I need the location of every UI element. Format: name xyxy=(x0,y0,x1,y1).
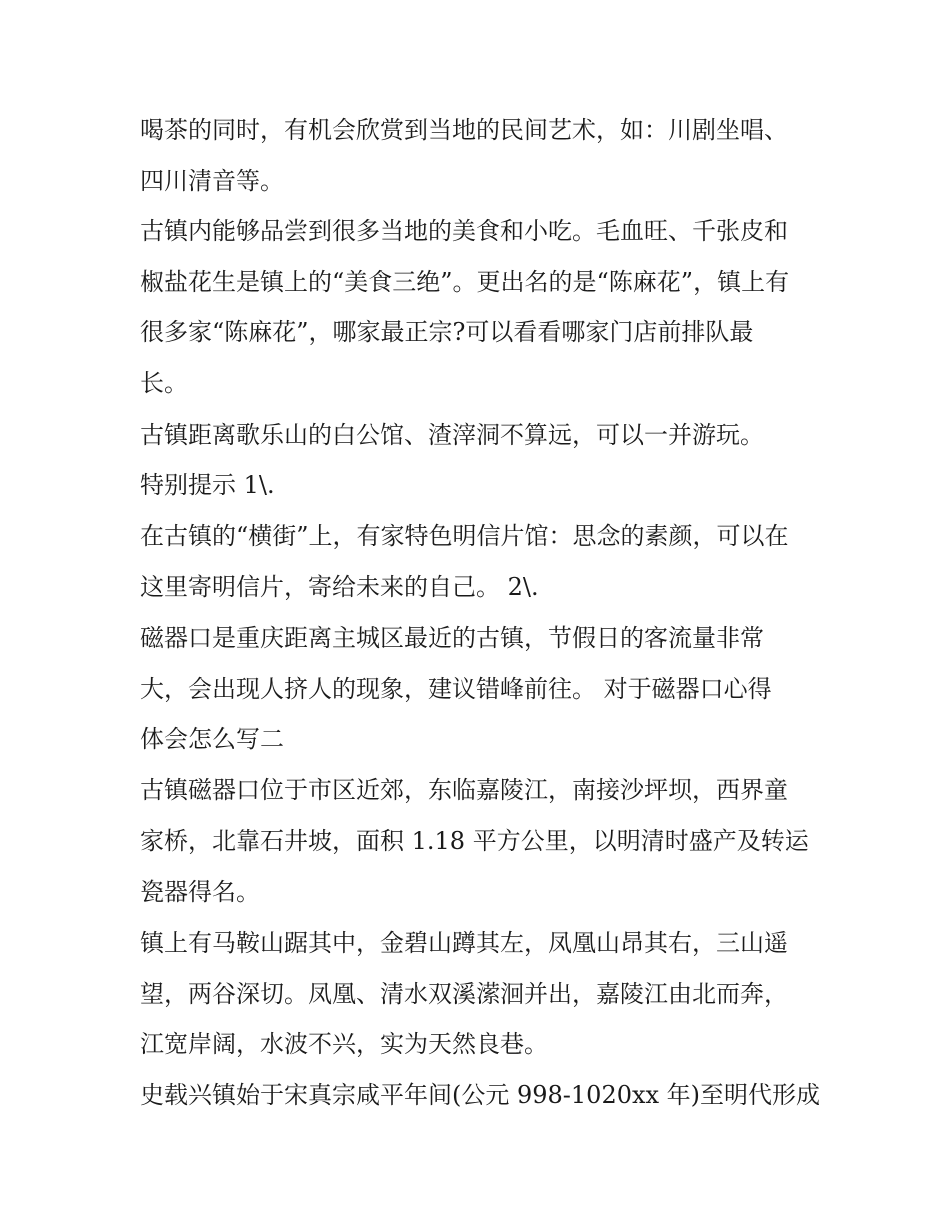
text-line: 喝茶的同时，有机会欣赏到当地的民间艺术，如：川剧坐唱、 xyxy=(140,116,788,144)
text-line: 镇上有马鞍山踞其中，金碧山蹲其左，凤凰山昂其右，三山遥 xyxy=(140,929,788,957)
text-line: 大，会出现人挤人的现象，建议错峰前往。 对于磁器口心得 xyxy=(140,675,772,703)
text-line: 望，两谷深切。凤凰、清水双溪潆洄并出，嘉陵江由北而奔， xyxy=(140,980,788,1008)
text-line: 瓷器得名。 xyxy=(140,878,260,906)
text-line: 古镇内能够品尝到很多当地的美食和小吃。毛血旺、千张皮和 xyxy=(140,217,788,245)
text-line: 体会怎么写二 xyxy=(140,725,284,753)
text-line: 特别提示 1\. xyxy=(140,471,275,499)
text-line: 四川清音等。 xyxy=(140,167,284,195)
text-line: 江宽岸阔，水波不兴，实为天然良巷。 xyxy=(140,1030,548,1058)
text-line: 很多家“陈麻花”，哪家最正宗?可以看看哪家门店前排队最 xyxy=(140,318,754,346)
text-line: 史载兴镇始于宋真宗咸平年间(公元 998-1020xx 年)至明代形成 xyxy=(140,1081,821,1109)
text-line: 长。 xyxy=(140,369,188,397)
text-line: 磁器口是重庆距离主城区最近的古镇，节假日的客流量非常 xyxy=(140,624,764,652)
text-line: 这里寄明信片，寄给未来的自己。 2\. xyxy=(140,573,539,601)
text-line: 家桥，北靠石井坡，面积 1.18 平方公里，以明清时盛产及转运 xyxy=(140,827,809,855)
text-line: 椒盐花生是镇上的“美食三绝”。更出名的是“陈麻花”，镇上有 xyxy=(140,268,790,296)
text-line: 古镇磁器口位于市区近郊，东临嘉陵江，南接沙坪坝，西界童 xyxy=(140,776,788,804)
text-line: 古镇距离歌乐山的白公馆、渣滓洞不算远，可以一并游玩。 xyxy=(140,421,764,449)
text-line: 在古镇的“横街”上，有家特色明信片馆：思念的素颜，可以在 xyxy=(140,522,789,550)
